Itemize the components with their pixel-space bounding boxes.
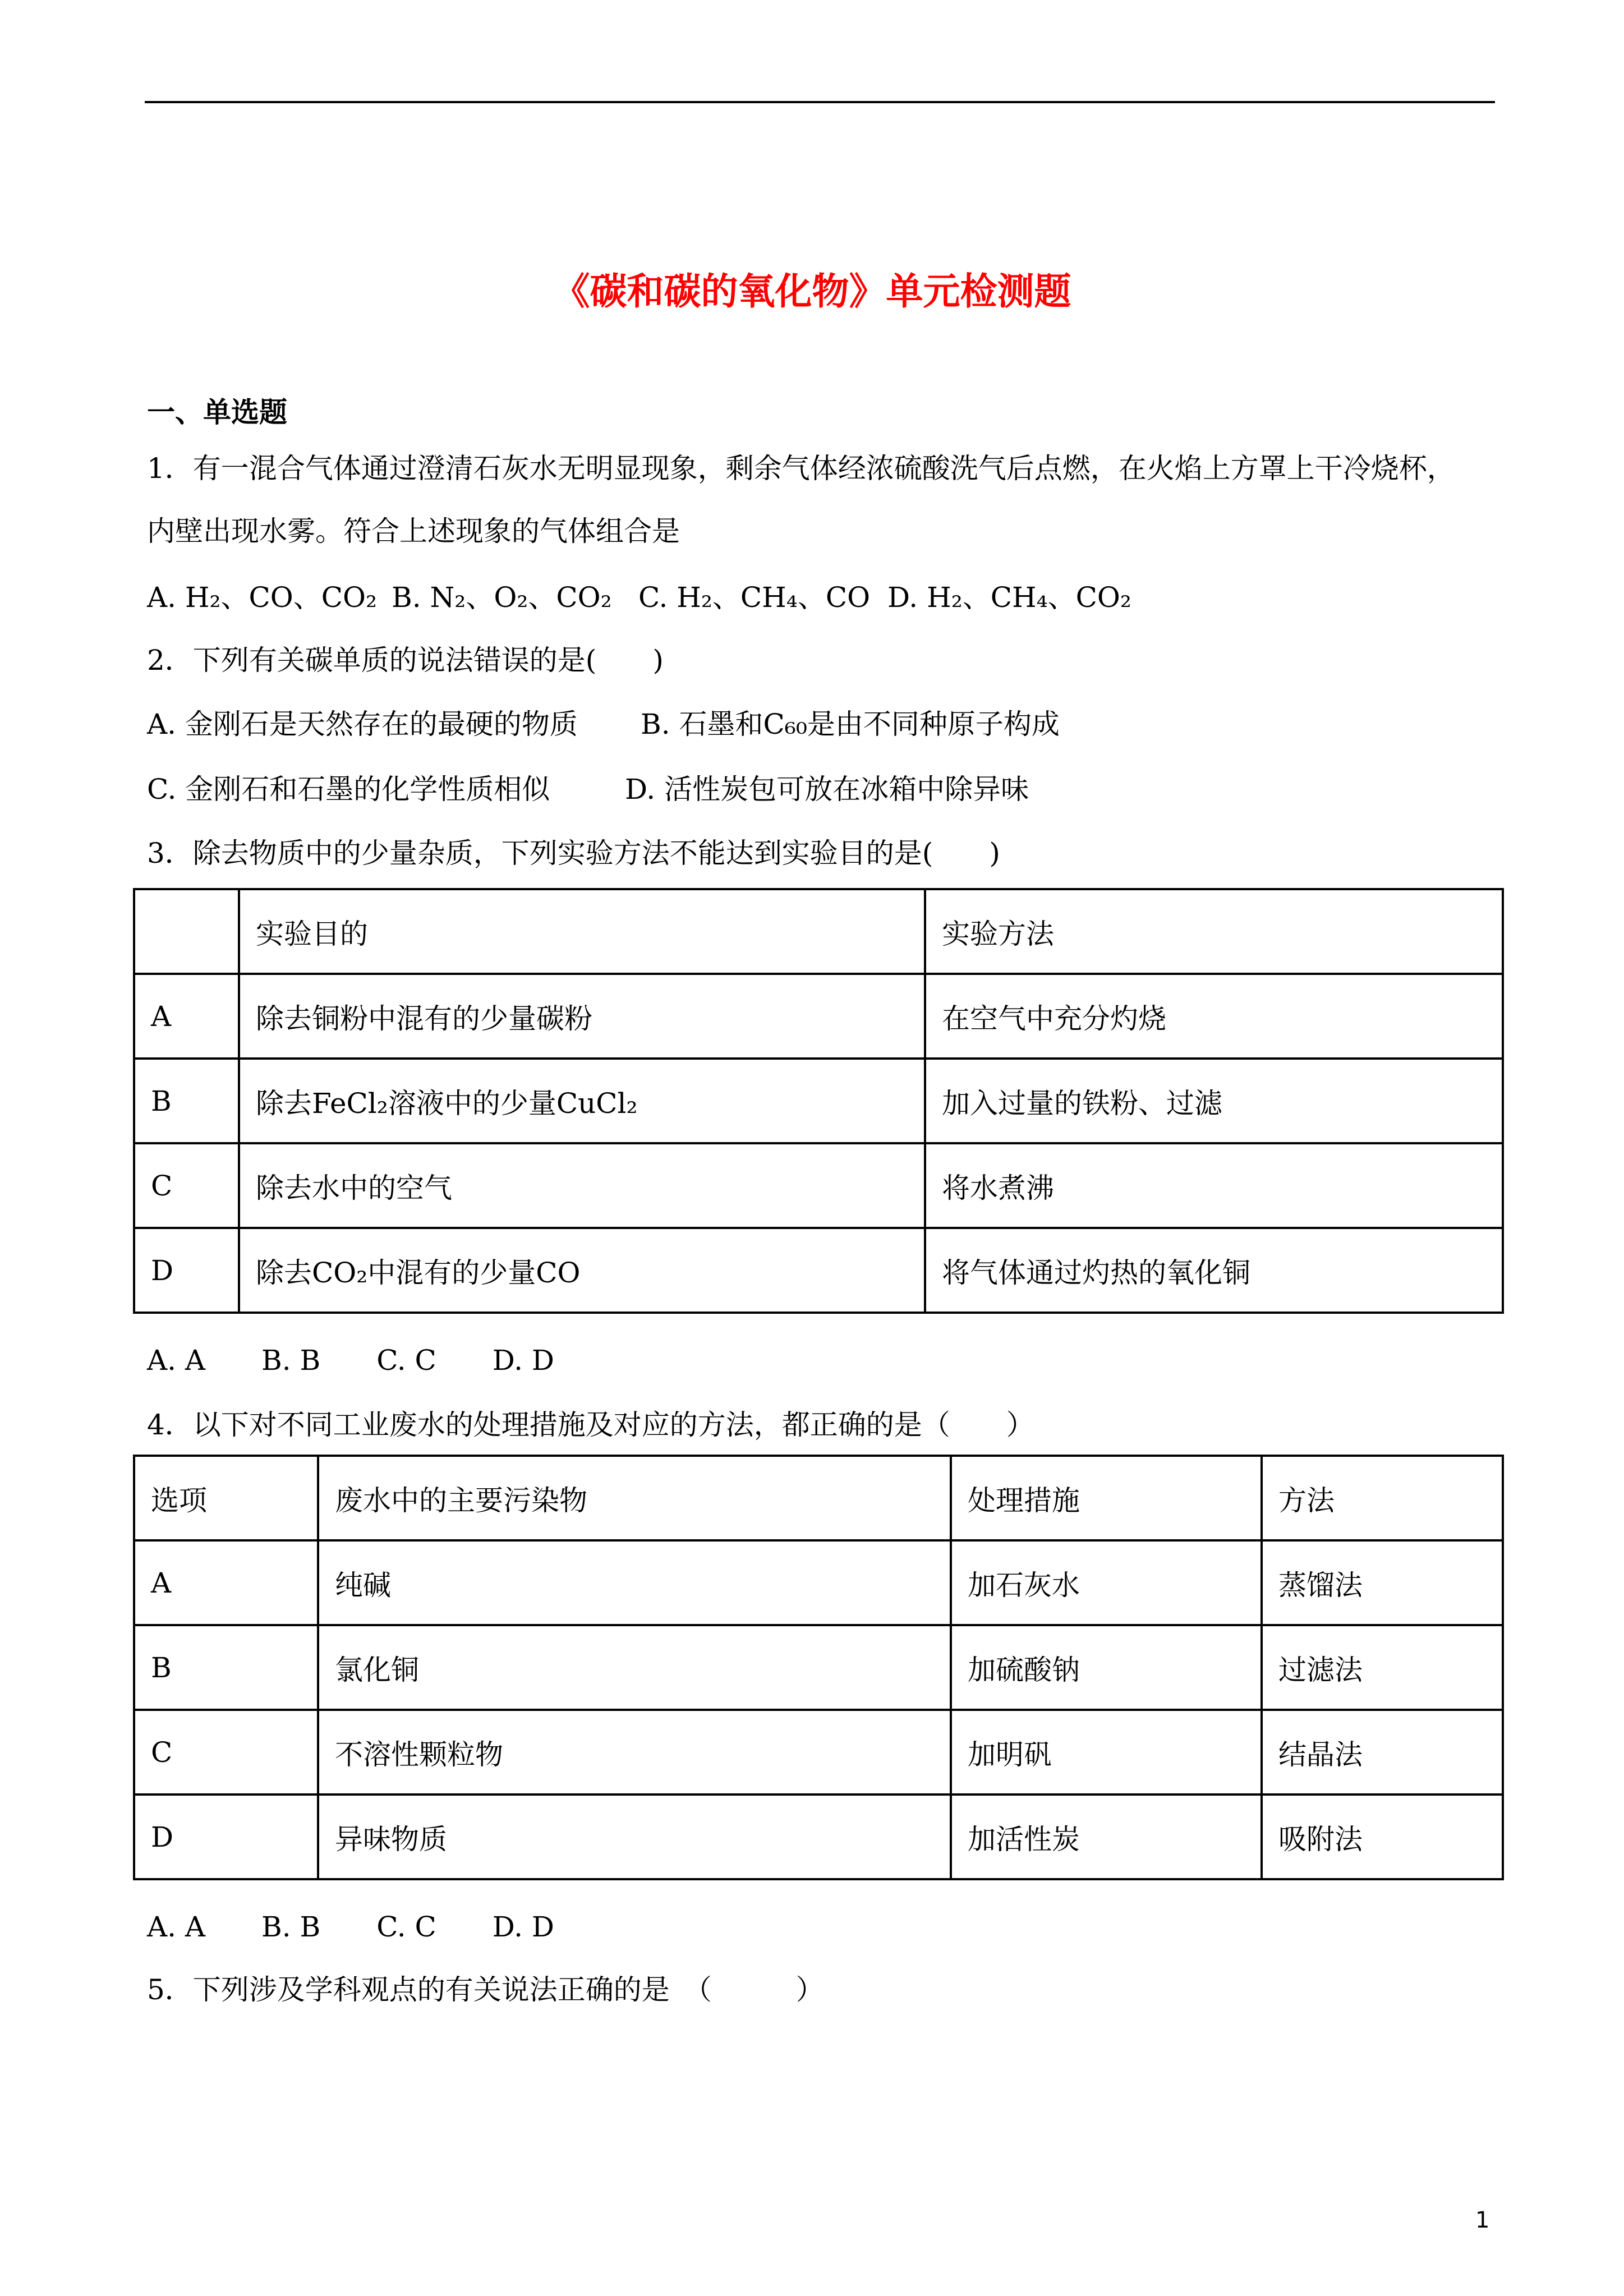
table-cell: A [134,974,239,1059]
table-row [134,1710,1503,1795]
table-cell: 加石灰水 [951,1540,1262,1625]
table-header-cell: 选项 [134,1456,318,1540]
question-2-option-a[interactable]: A. 金刚石是天然存在的最硬的物质 [147,708,578,740]
question-1-option-b[interactable]: B. N₂、O₂、CO₂ [392,581,612,614]
table-cell: 吸附法 [1262,1795,1503,1879]
table-row [134,1625,1503,1710]
question-4-table [133,1455,1504,1880]
question-2-options-row-2 [147,770,1029,809]
question-1-option-a[interactable]: A. H₂、CO、CO₂ [147,581,378,614]
table-header-cell: 实验方法 [925,889,1503,974]
table-header-row [134,1456,1503,1540]
table-cell: A [134,1540,318,1625]
table-cell: 异味物质 [318,1795,951,1879]
table-row [134,1059,1503,1143]
table-cell: 除去FeCl₂溶液中的少量CuCl₂ [239,1059,925,1143]
table-cell: 将气体通过灼热的氧化铜 [925,1228,1503,1313]
question-2-option-c[interactable]: C. 金刚石和石墨的化学性质相似 [147,773,550,806]
question-4-stem: 4．以下对不同工业废水的处理措施及对应的方法，都正确的是（ ） [147,1409,1034,1441]
question-2-option-b[interactable]: B. 石墨和C₆₀是由不同种原子构成 [641,708,1060,740]
table-cell: 除去铜粉中混有的少量碳粉 [239,974,925,1059]
table-cell: 加硫酸钠 [951,1625,1262,1710]
table-cell: C [134,1710,318,1795]
table-cell: 不溶性颗粒物 [318,1710,951,1795]
table-row [134,1228,1503,1313]
table-header-cell: 实验目的 [239,889,925,974]
table-header-cell: 处理措施 [951,1456,1262,1540]
header-rule [145,101,1495,103]
question-1-option-c[interactable]: C. H₂、CH₄、CO [638,581,871,614]
table-cell: 纯碱 [318,1540,951,1625]
table-cell: 结晶法 [1262,1710,1503,1795]
page-number: 1 [1475,2207,1490,2233]
table-row [134,974,1503,1059]
table-cell: D [134,1795,318,1879]
document-title: 《碳和碳的氧化物》单元检测题 [553,270,1071,313]
table-cell: 除去水中的空气 [239,1143,925,1228]
question-2-stem: 2．下列有关碳单质的说法错误的是( ) [147,644,664,677]
question-3-answer-options[interactable]: A. A B. B C. C D. D [147,1344,554,1377]
question-1-options [147,578,1131,617]
table-cell: 除去CO₂中混有的少量CO [239,1228,925,1313]
table-cell: B [134,1625,318,1710]
table-cell: 加明矾 [951,1710,1262,1795]
table-header-cell: 废水中的主要污染物 [318,1456,951,1540]
table-header-cell: 方法 [1262,1456,1503,1540]
table-row [134,1795,1503,1879]
table-row [134,1540,1503,1625]
table-cell: 蒸馏法 [1262,1540,1503,1625]
table-cell: 加活性炭 [951,1795,1262,1879]
table-cell: 氯化铜 [318,1625,951,1710]
table-cell: D [134,1228,239,1313]
question-1-option-d[interactable]: D. H₂、CH₄、CO₂ [887,581,1131,614]
table-row [134,1143,1503,1228]
table-cell: 在空气中充分灼烧 [925,974,1503,1059]
question-3-stem: 3．除去物质中的少量杂质，下列实验方法不能达到实验目的是( ) [147,837,1000,869]
question-3-table [133,888,1504,1314]
question-5-stem: 5．下列涉及学科观点的有关说法正确的是 （ ） [147,1973,824,2006]
section-heading: 一、单选题 [147,396,287,429]
table-cell: C [134,1143,239,1228]
table-header-cell [134,889,239,974]
table-cell: 加入过量的铁粉、过滤 [925,1059,1503,1143]
table-cell: 将水煮沸 [925,1143,1503,1228]
table-cell: B [134,1059,239,1143]
question-1-stem-line-2: 内壁出现水雾。符合上述现象的气体组合是 [147,515,680,547]
question-2-options-row-1 [147,705,1060,744]
table-header-row [134,889,1503,974]
question-2-option-d[interactable]: D. 活性炭包可放在冰箱中除异味 [625,773,1029,806]
question-4-answer-options[interactable]: A. A B. B C. C D. D [147,1911,554,1943]
question-1-stem-line-1: 1．有一混合气体通过澄清石灰水无明显现象，剩余气体经浓硫酸洗气后点燃，在火焰上方罩上干冷烧杯， [147,452,1455,485]
table-cell: 过滤法 [1262,1625,1503,1710]
